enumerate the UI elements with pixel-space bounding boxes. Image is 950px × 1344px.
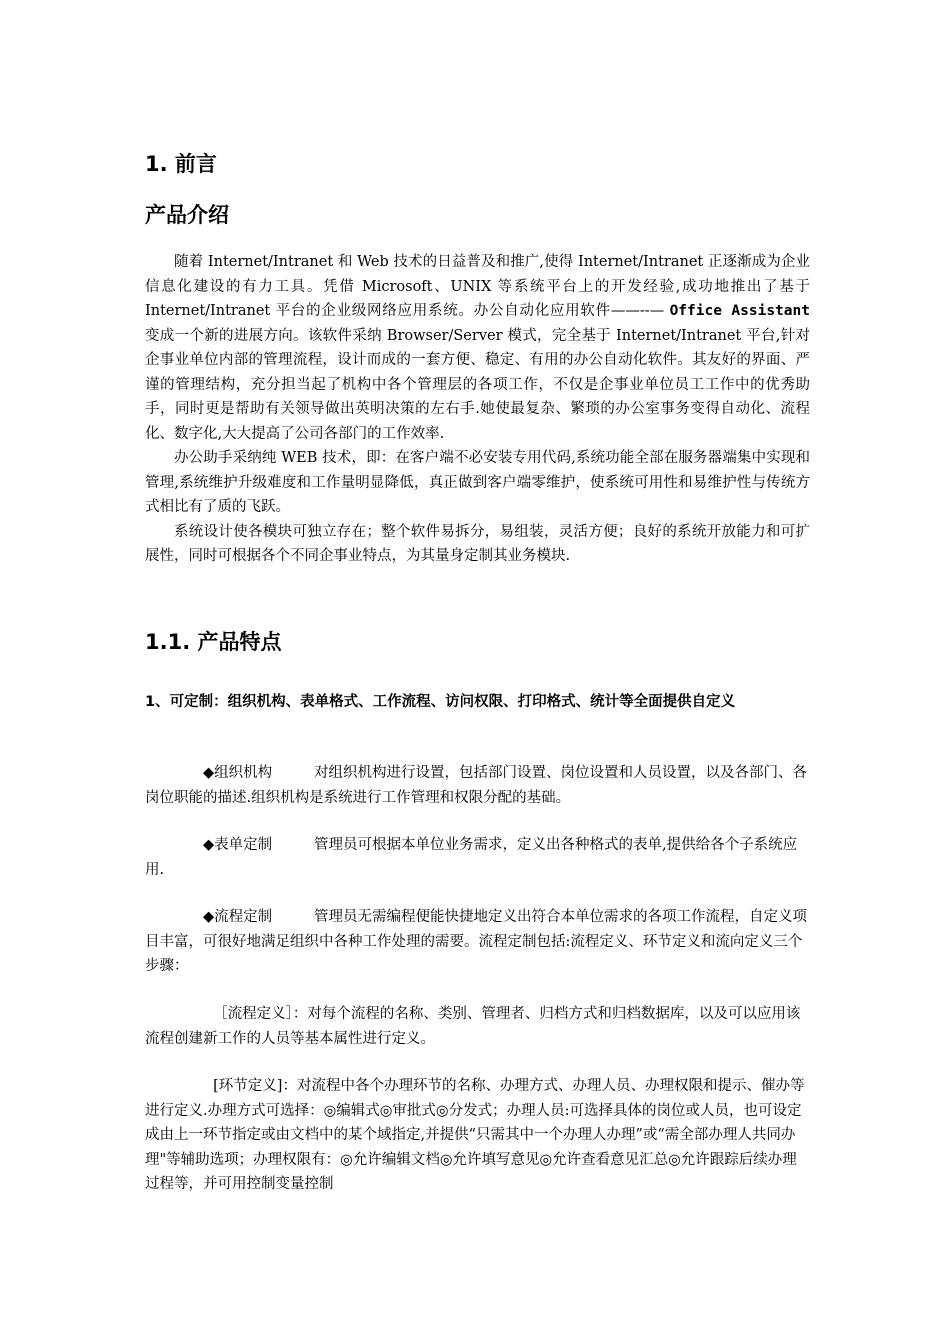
flow-definition-text: ［流程定义］：对每个流程的名称、类别、管理者、归档方式和归档数据库，以及可以应用该流程创建新工作的人员等基本属性进行定义。 [145, 1006, 801, 1047]
node-definition-text: [环节定义]：对流程中各个办理环节的名称、办理方式、办理人员、办理权限和提示、催办等进行定义.办理方式可选择：◎编辑式◎审批式◎分发式；办理人员:可选择具体的岗位或人员，也可设定成由上一环节指定或由文档中的某个域指定,并提供“只需其中一个办理人办理”或“需全部办理人共同办理"等辅助选项；办理权限有：◎允许编辑文档◎允许填写意见◎允许查看意见汇总◎允许跟踪后续办理过程等，并可用控制变量控制 [145, 1078, 805, 1192]
item-flow-label: ◆流程定制 [203, 909, 273, 925]
item-org [145, 761, 810, 810]
product-name: Office Assistant [669, 303, 810, 319]
intro-paragraph-2: 办公助手采纳纯 WEB 技术，即：在客户端不必安装专用代码,系统功能全部在服务器端集中实现和管理,系统维护升级难度和工作量明显降低，真正做到客户端零维护，使系统可用性和易维护性与传统方式相比有了质的飞跃。 [145, 450, 810, 515]
heading-product-intro: 产品介绍 [145, 203, 229, 227]
intro-section [145, 250, 810, 569]
section-heading-preface: 1. 前言 [145, 152, 217, 176]
feature-1-title: 1、可定制：组织机构、表单格式、工作流程、访问权限、打印格式、统计等全面提供自定义 [145, 694, 736, 710]
intro-paragraph-1 [145, 250, 810, 446]
item-form-text: 管理员可根据本单位业务需求，定义出各种格式的表单,提供给各个子系统应用. [145, 837, 798, 878]
item-org-label: ◆组织机构 [203, 765, 273, 781]
item-flow-text: 管理员无需编程便能快捷地定义出符合本单位需求的各项工作流程，自定义项目丰富，可很好地满足组织中各种工作处理的需要。流程定制包括:流程定义、环节定义和流向定义三个步骤： [145, 909, 807, 974]
heading-product-features: 1.1. 产品特点 [145, 630, 282, 654]
intro-paragraph-1-part-b: 变成一个新的进展方向。该软件采纳 Browser/Server 模式，完全基于 Internet/Intranet 平台,针对企事业单位内部的管理流程，设计而成的一套方便、稳定、有用的办公自动化软件。其友好的界面、严谨的管理结构，充分担当起了机构中各个管理层的各项工作，不仅是企事业单位员工工作中的优秀助手，同时更是帮助有关领导做出英明决策的左右手.她使最复杂、繁琐的办公室事务变得自动化、流程化、数字化,大大提高了公司各部门的工作效率. [145, 327, 810, 442]
feature-1 [145, 688, 810, 716]
flow-definition [145, 1002, 810, 1051]
node-definition [145, 1074, 810, 1197]
intro-paragraph-3: 系统设计使各模块可独立存在；整个软件易拆分，易组装，灵活方便；良好的系统开放能力和可扩展性，同时可根据各个不同企事业特点，为其量身定制其业务模块. [145, 523, 810, 564]
item-form-label: ◆表单定制 [203, 837, 273, 853]
item-org-text: 对组织机构进行设置，包括部门设置、岗位设置和人员设置，以及各部门、各岗位职能的描述.组织机构是系统进行工作管理和权限分配的基础。 [145, 765, 807, 806]
item-form [145, 833, 810, 882]
item-flow [145, 905, 810, 979]
intro-paragraph-1-part-a: 随着 Internet/Intranet 和 Web 技术的日益普及和推广,使得 Internet/Intranet 正逐渐成为企业信息化建设的有力工具。凭借 Microsoft、UNIX 等系统平台上的开发经验,成功地推出了基于 Internet/Intranet 平台的企业级网络应用系统。办公自动化应用软件——--— [145, 254, 810, 319]
